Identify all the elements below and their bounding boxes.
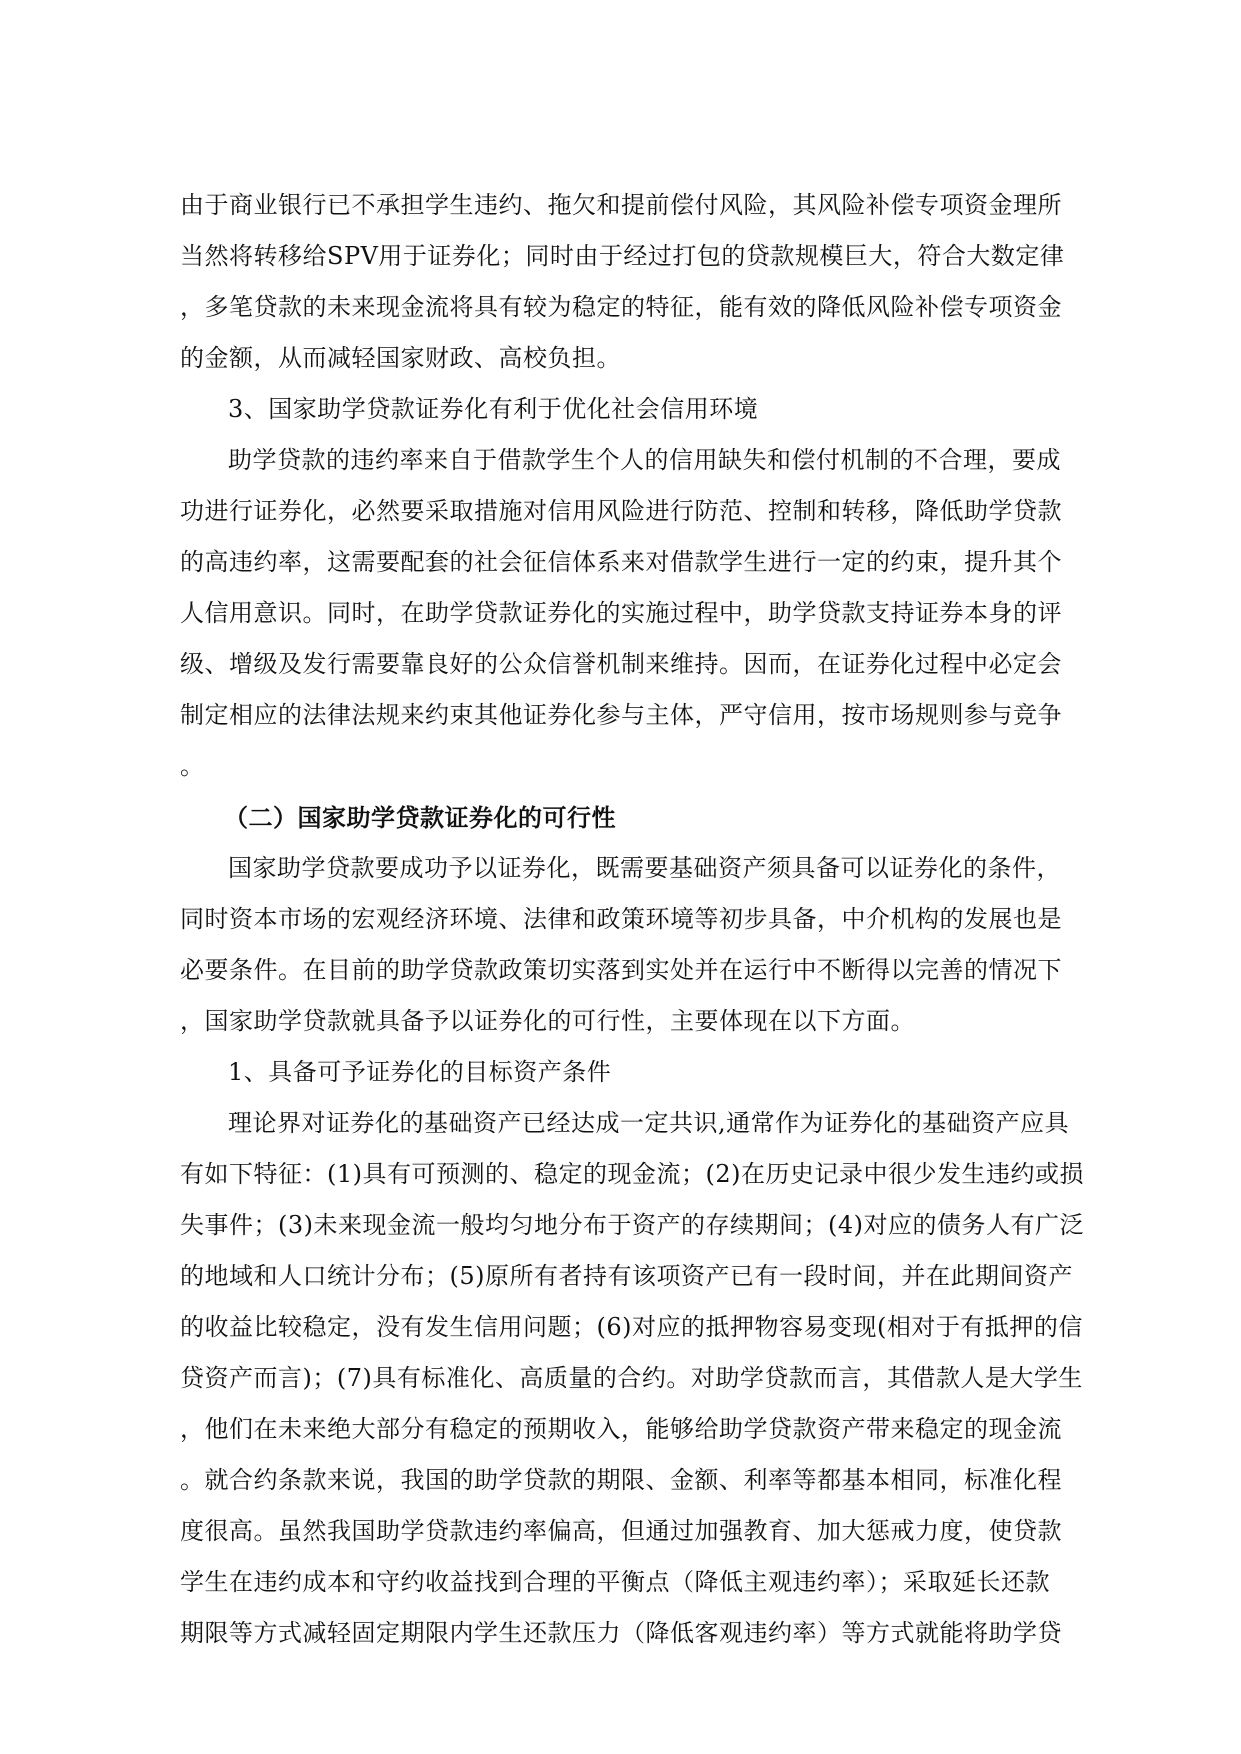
paragraph-line: 失事件；(3)未来现金流一般均匀地分布于资产的存续期间；(4)对应的债务人有广泛 — [180, 1211, 1084, 1239]
paragraph-line: 同时资本市场的宏观经济环境、法律和政策环境等初步具备，中介机构的发展也是 — [180, 905, 1062, 933]
paragraph-line: 有如下特征：(1)具有可预测的、稳定的现金流；(2)在历史记录中很少发生违约或损 — [180, 1160, 1084, 1188]
paragraph-line: 期限等方式减轻固定期限内学生还款压力（降低客观违约率）等方式就能将助学贷 — [180, 1619, 1062, 1647]
paragraph-line: 必要条件。在目前的助学贷款政策切实落到实处并在运行中不断得以完善的情况下 — [180, 956, 1062, 984]
paragraph-line: 。 — [180, 752, 205, 780]
paragraph-line: 理论界对证券化的基础资产已经达成一定共识,通常作为证券化的基础资产应具 — [228, 1109, 1070, 1137]
paragraph-line: 的金额，从而减轻国家财政、高校负担。 — [180, 344, 621, 372]
paragraph-line: 度很高。虽然我国助学贷款违约率偏高，但通过加强教育、加大惩戒力度，使贷款 — [180, 1517, 1062, 1545]
paragraph-line: 学生在违约成本和守约收益找到合理的平衡点（降低主观违约率）；采取延长还款 — [180, 1568, 1050, 1596]
paragraph-line: 的收益比较稳定，没有发生信用问题；(6)对应的抵押物容易变现(相对于有抵押的信 — [180, 1313, 1083, 1341]
section-heading: （二）国家助学贷款证券化的可行性 — [224, 803, 616, 832]
paragraph-line: 制定相应的法律法规来约束其他证券化参与主体，严守信用，按市场规则参与竞争 — [180, 701, 1062, 729]
paragraph-line: 。就合约条款来说，我国的助学贷款的期限、金额、利率等都基本相同，标准化程 — [180, 1466, 1062, 1494]
section-heading: 3、国家助学贷款证券化有利于优化社会信用环境 — [228, 395, 759, 423]
paragraph-line: 国家助学贷款要成功予以证券化，既需要基础资产须具备可以证券化的条件， — [228, 854, 1061, 882]
paragraph-line: ，国家助学贷款就具备予以证券化的可行性，主要体现在以下方面。 — [180, 1007, 915, 1035]
paragraph-line: 由于商业银行已不承担学生违约、拖欠和提前偿付风险，其风险补偿专项资金理所 — [180, 191, 1062, 219]
paragraph-line: 人信用意识。同时，在助学贷款证券化的实施过程中，助学贷款支持证券本身的评 — [180, 599, 1062, 627]
section-heading: 1、具备可予证券化的目标资产条件 — [228, 1058, 612, 1086]
paragraph-line: 当然将转移给SPV用于证券化；同时由于经过打包的贷款规模巨大，符合大数定律 — [180, 242, 1065, 270]
paragraph-line: ，多笔贷款的未来现金流将具有较为稳定的特征，能有效的降低风险补偿专项资金 — [180, 293, 1062, 321]
paragraph-line: 的高违约率，这需要配套的社会征信体系来对借款学生进行一定的约束，提升其个 — [180, 548, 1062, 576]
paragraph-line: ，他们在未来绝大部分有稳定的预期收入，能够给助学贷款资产带来稳定的现金流 — [180, 1415, 1062, 1443]
body-text — [180, 180, 1084, 1659]
paragraph-line: 功进行证券化，必然要采取措施对信用风险进行防范、控制和转移，降低助学贷款 — [180, 497, 1062, 525]
paragraph-line: 级、增级及发行需要靠良好的公众信誉机制来维持。因而，在证券化过程中必定会 — [180, 650, 1062, 678]
paragraph-line: 助学贷款的违约率来自于借款学生个人的信用缺失和偿付机制的不合理，要成 — [228, 446, 1061, 474]
paragraph-line: 贷资产而言)；(7)具有标准化、高质量的合约。对助学贷款而言，其借款人是大学生 — [180, 1364, 1083, 1392]
paragraph-line: 的地域和人口统计分布；(5)原所有者持有该项资产已有一段时间，并在此期间资产 — [180, 1262, 1073, 1290]
